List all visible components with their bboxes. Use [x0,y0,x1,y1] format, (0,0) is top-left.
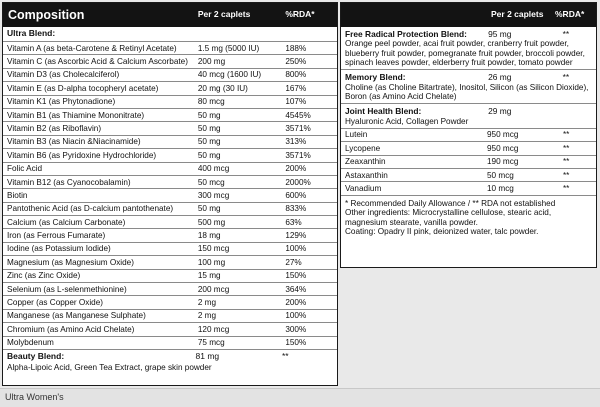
nutrient-name: Zinc (as Zinc Oxide) [7,271,81,281]
nutrient-name: Folic Acid [7,164,43,174]
table-row [3,82,337,95]
table-row [3,55,337,68]
rda-column-header: %RDA* [285,9,315,20]
ingredient-amount: 190 mcg [487,157,519,167]
ingredient-name: Astaxanthin [345,170,388,180]
nutrient-name: Vitamin K1 (as Phytonadione) [7,97,116,107]
blend-rda: ** [562,29,570,39]
nutrient-name: Chromium (as Amino Acid Chelate) [7,324,135,334]
nutrient-rda: 129% [285,231,307,241]
table-row [3,283,337,296]
nutrient-amount: 50 mg [197,204,221,214]
ingredient-rda: ** [563,143,570,153]
nutrient-rda: 800% [285,70,307,80]
ingredient-name: Zeaxanthin [345,157,386,167]
nutrient-rda: 200% [285,298,307,308]
table-row [3,136,337,149]
table-row [341,142,596,155]
nutrient-amount: 2 mg [197,298,217,308]
ingredient-amount: 10 mcg [487,183,514,193]
table-row [3,337,337,350]
table-row [3,42,337,55]
nutrient-rda: 27% [285,257,302,267]
nutrient-rda: 107% [285,97,307,107]
blend-rda: ** [562,72,570,83]
ingredient-amount: 50 mcg [487,170,514,180]
blend-amount: 26 mg [488,72,512,83]
amount-column-header: Per 2 caplets [197,9,251,20]
nutrient-amount: 100 mg [197,257,226,267]
blend-header [341,3,596,27]
blend-description: Orange peel powder, acai fruit powder, cranberry fruit powder, blueberry fruit powder, pomegranate fruit powder, broccoli powder, spinach leaves powder, elderberry fruit powder, tomato powder [345,39,585,67]
blend-table [340,2,597,268]
nutrient-name: Vitamin B3 (as Niacin &Niacinamide) [7,137,141,147]
nutrient-name: Calcium (as Calcium Carbonate) [7,217,126,227]
blend-list [341,27,596,129]
nutrient-amount: 150 mcg [197,244,230,254]
blend-name: Joint Health Blend: [345,106,422,117]
nutrient-name: Vitamin D3 (as Cholecalciferol) [7,70,120,80]
nutrient-name: Copper (as Copper Oxide) [7,298,104,308]
beauty-blend-rda: ** [281,350,289,361]
ingredient-name: Lutein [345,130,368,140]
nutrient-rda: 100% [285,244,307,254]
table-row [3,296,337,309]
nutrient-name: Molybdenum [7,338,54,348]
composition-title: Composition [8,8,85,22]
ingredient-name: Lycopene [345,143,381,153]
nutrient-name: Vitamin B6 (as Pyridoxine Hydrochloride) [7,150,157,160]
nutrient-name: Iron (as Ferrous Fumarate) [7,231,106,241]
nutrient-name: Vitamin B12 (as Cyanocobalamin) [7,177,131,187]
blend-description: Hyaluronic Acid, Collagen Powder [345,116,469,126]
nutrient-rda: 150% [285,338,307,348]
blend-amount: 29 mg [488,106,512,117]
nutrient-amount: 15 mg [197,271,221,281]
nutrient-name: Iodine (as Potassium Iodide) [7,244,111,254]
nutrient-amount: 75 mcg [197,338,225,348]
carotenoid-rows [341,129,596,196]
nutrient-amount: 2 mg [197,311,217,321]
nutrient-name: Manganese (as Manganese Sulphate) [7,311,146,321]
rda-legend: * Recommended Daily Allowance / ** RDA not established [345,198,556,208]
nutrient-rda: 833% [285,204,307,214]
nutrient-amount: 50 mg [197,123,221,133]
table-row [3,203,337,216]
ingredient-amount: 950 mcg [487,143,519,153]
nutrient-amount: 1.5 mg (5000 IU) [197,43,260,53]
blend-item [341,27,596,70]
nutrient-name: Pantothenic Acid (as D-calcium pantothenate) [7,204,174,214]
nutrient-amount: 18 mg [197,231,221,241]
nutrient-name: Selenium (as L-selenmethionine) [7,284,127,294]
composition-header [3,3,337,27]
product-caption: Ultra Women's [5,392,64,402]
table-row [3,109,337,122]
nutrient-name: Vitamin C (as Ascorbic Acid & Calcium Ascorbate) [7,56,188,66]
nutrient-amount: 50 mcg [197,177,225,187]
coating-note: Coating: Opadry II pink, deionized water, talc powder. [345,227,539,237]
nutrient-amount: 200 mg [197,56,226,66]
table-row [3,122,337,135]
nutrient-amount: 120 mcg [197,324,230,334]
table-row [3,323,337,336]
table-row [3,189,337,202]
nutrient-rda: 200% [285,164,307,174]
nutrient-amount: 50 mg [197,137,221,147]
table-row [3,176,337,189]
beauty-blend-amount: 81 mg [195,350,220,361]
rda-column-header-right: %RDA* [555,9,585,20]
ingredient-name: Vanadium [345,183,382,193]
nutrient-amount: 300 mcg [197,190,230,200]
nutrient-amount: 20 mg (30 IU) [197,83,248,93]
composition-table [2,2,338,386]
nutrient-rda: 150% [285,271,307,281]
ultra-blend-title: Ultra Blend: [3,27,337,42]
table-row [3,149,337,162]
table-row [3,256,337,269]
nutrient-rda: 4545% [285,110,311,120]
ingredient-rda: ** [563,157,570,167]
blend-item [341,70,596,104]
table-row [3,270,337,283]
nutrient-rda: 3571% [285,123,311,133]
blend-description: Choline (as Choline Bitartrate), Inositol, Silicon (as Silicon Dioxide), Boron (as Amino Acid Chelate) [345,82,589,101]
nutrient-amount: 40 mcg (1600 IU) [197,70,262,80]
nutrient-name: Vitamin B2 (as Riboflavin) [7,123,102,133]
beauty-blend-desc: Alpha-Lipoic Acid, Green Tea Extract, grape skin powder [7,362,212,372]
blend-rda [563,107,592,116]
table-row [3,243,337,256]
blend-item [341,104,596,129]
ingredient-rda: ** [563,130,570,140]
nutrient-rda: 600% [285,190,307,200]
blend-name: Free Radical Protection Blend: [345,29,467,39]
nutrient-rda: 300% [285,324,307,334]
nutrient-rda: 167% [285,83,307,93]
nutrient-name: Vitamin B1 (as Thiamine Mononitrate) [7,110,145,120]
nutrient-amount: 50 mg [197,110,221,120]
table-row [341,129,596,142]
table-row [3,96,337,109]
table-row [3,69,337,82]
nutrient-rda: 250% [285,56,307,66]
nutrient-rda: 63% [285,217,302,227]
table-row [341,169,596,182]
nutrient-rda: 100% [285,311,307,321]
caption-bar [0,388,600,407]
nutrient-amount: 500 mg [197,217,226,227]
table-row [3,310,337,323]
ingredient-amount: 950 mcg [487,130,519,140]
amount-column-header-right: Per 2 caplets [491,9,544,20]
nutrient-name: Magnesium (as Magnesium Oxide) [7,257,134,267]
beauty-blend-name: Beauty Blend: [7,350,65,361]
nutrient-name: Vitamin E (as D-alpha tocopheryl acetate) [7,83,159,93]
nutrient-rda: 2000% [285,177,311,187]
table-row [341,156,596,169]
table-row [3,163,337,176]
nutrient-name: Vitamin A (as beta-Carotene & Retinyl Acetate) [7,43,177,53]
table-row [341,182,596,195]
blend-name: Memory Blend: [345,72,406,83]
nutrient-rows [3,42,337,350]
beauty-blend [3,350,337,374]
nutrient-amount: 80 mcg [197,97,225,107]
nutrient-rda: 188% [285,43,307,53]
ingredient-rda: ** [563,183,570,193]
nutrient-amount: 50 mg [197,150,221,160]
table-row [3,229,337,242]
table-row [3,216,337,229]
other-ingredients: Other ingredients: Microcrystalline cellulose, stearic acid, magnesium stearate, vanilla powder. [345,208,552,227]
nutrient-name: Biotin [7,190,28,200]
nutrient-amount: 200 mcg [197,284,230,294]
nutrient-rda: 364% [285,284,307,294]
nutrient-rda: 3571% [285,150,311,160]
ingredient-rda: ** [563,170,570,180]
nutrient-rda: 313% [285,137,307,147]
nutrient-amount: 400 mcg [197,164,230,174]
blend-amount: 95 mg [488,29,512,39]
footnotes [341,196,596,240]
